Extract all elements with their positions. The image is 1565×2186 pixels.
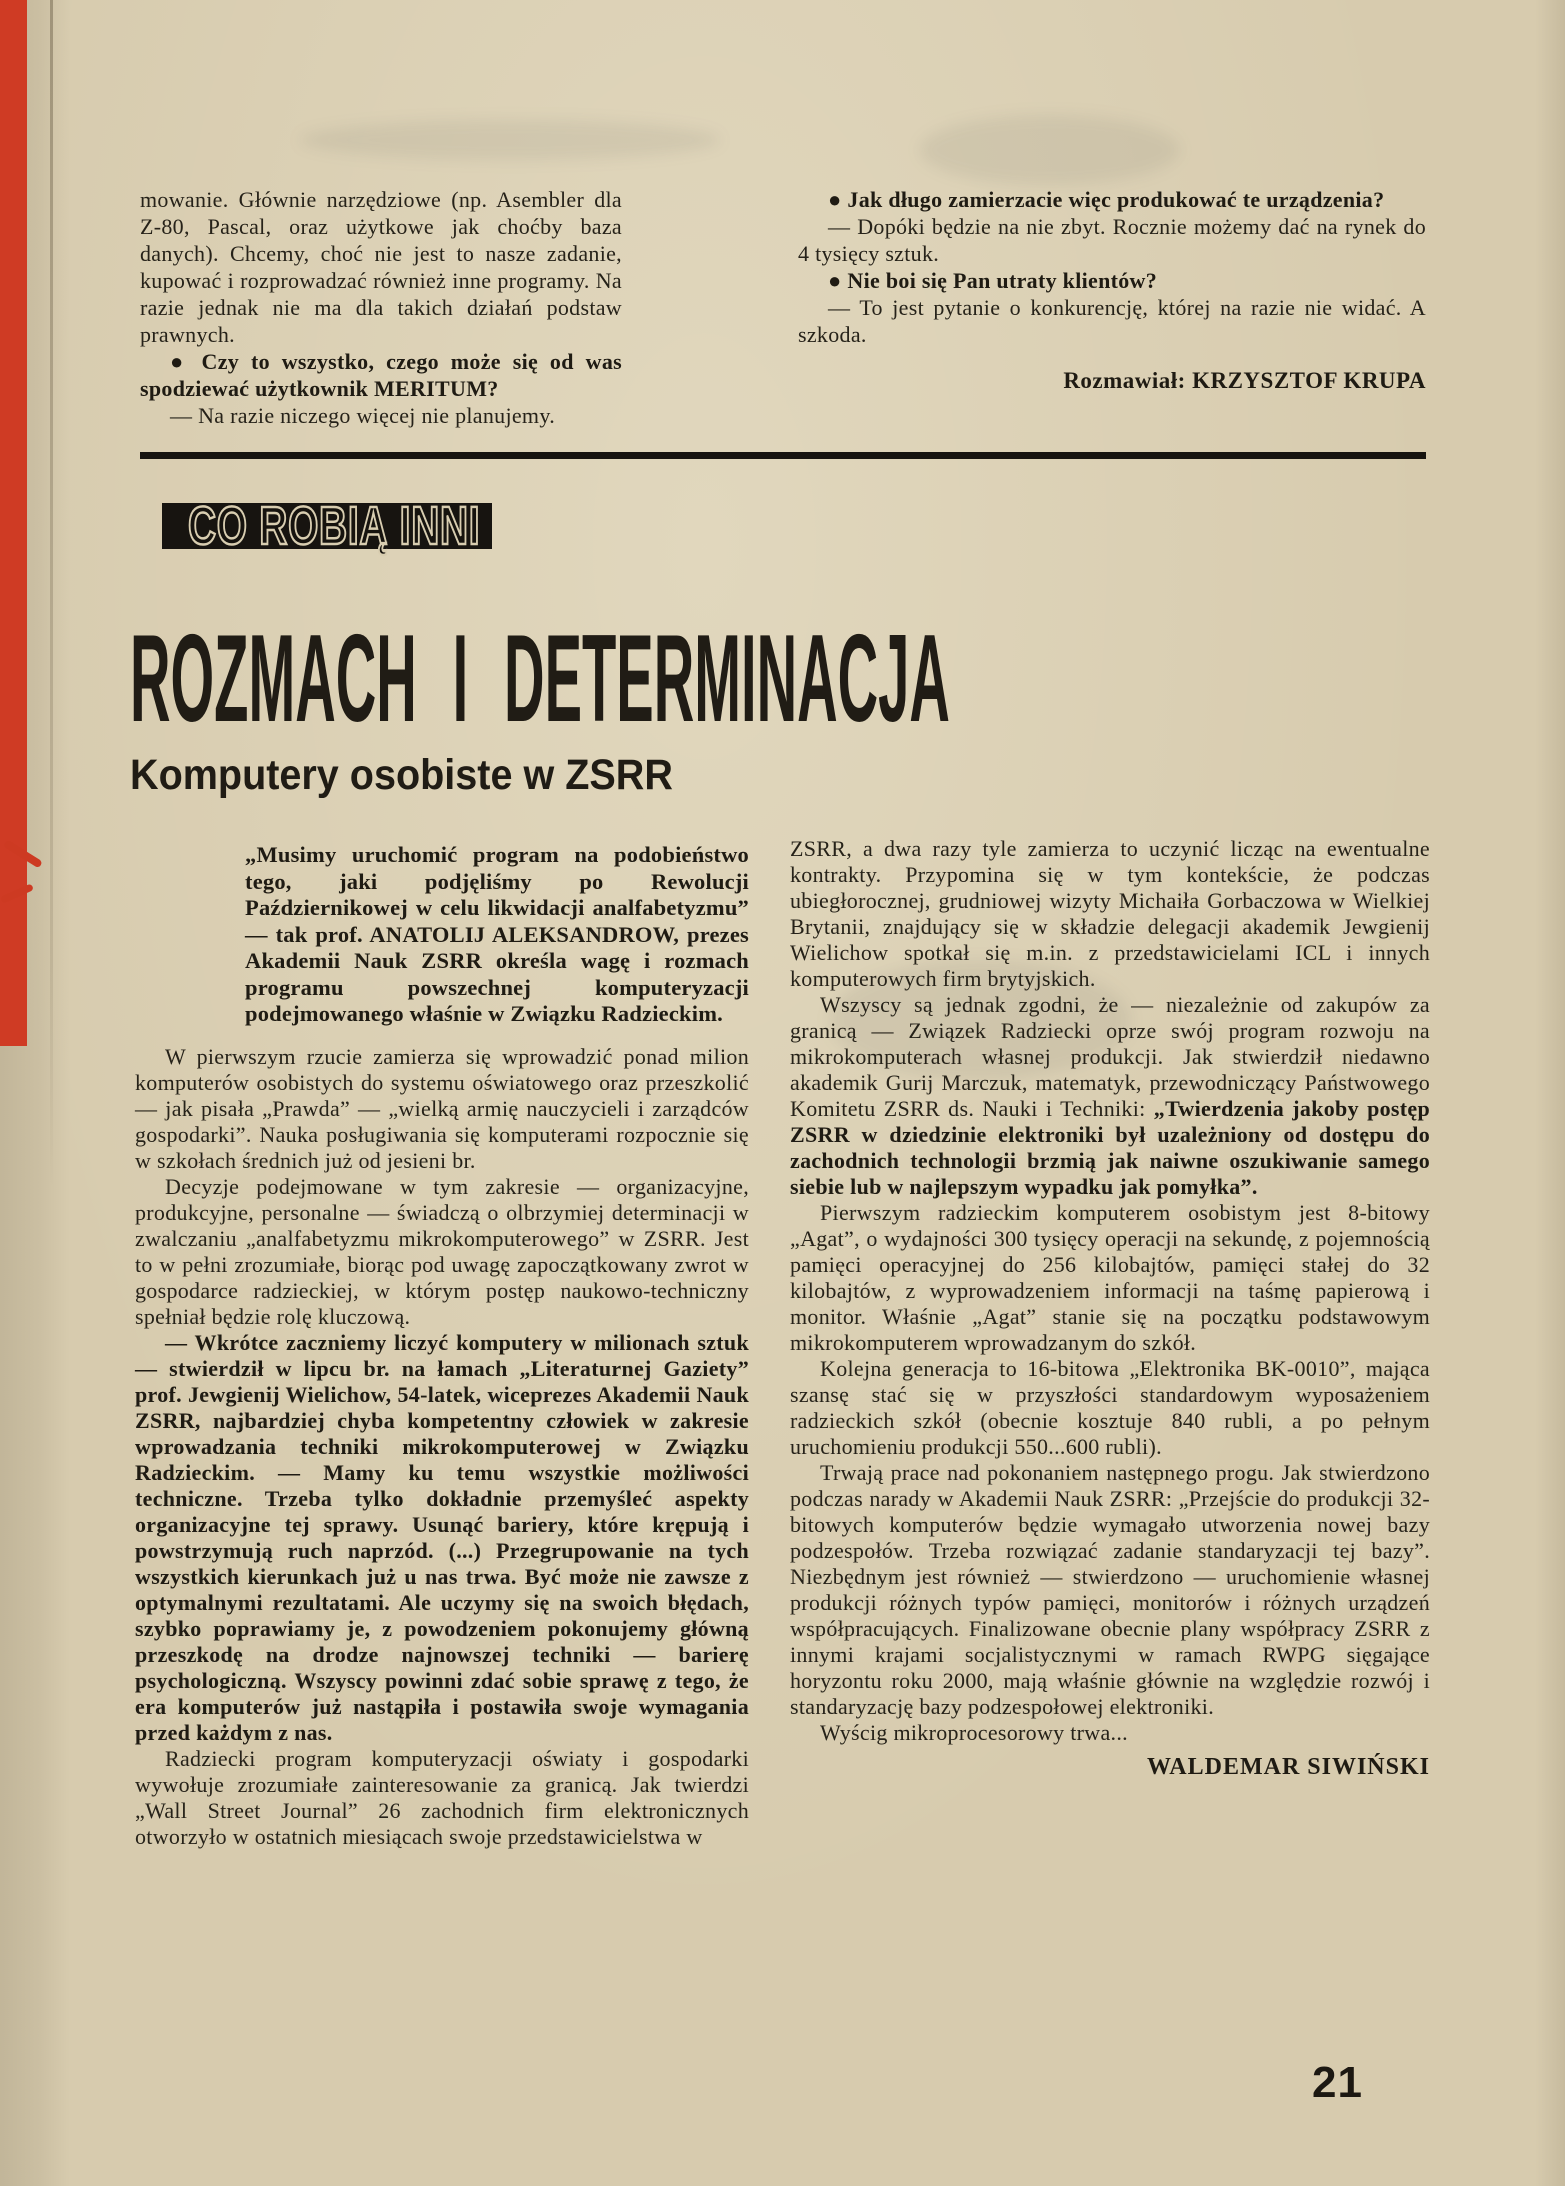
interview-right-column (798, 186, 1426, 429)
interview-question: ● Nie boi się Pan utraty klientów? (828, 268, 1158, 293)
interview-left-column (140, 186, 622, 429)
article-paragraph: W pierwszym rzucie zamierza się wprowadzić ponad milion komputerów osobistych do systemu oświatowego oraz przeszkolić — jak pisała „Prawda” — „wielką armię nauczycieli i zarządców gospodarki”. Nauka posługiwania się komputerami rozpocznie się w szkołach średnich już od jesieni br. (135, 1043, 749, 1173)
paragraph-quote-bold: „Twierdzenia jakoby postęp ZSRR w dziedzinie elektroniki był uzależniony od dostępu do zachodnich technologii brzmią jak naiwne oszukiwanie samego siebie lub w najlepszym wypadku jak pomyłka”. (790, 1096, 1431, 1199)
article-headline: ROZMACH I DETERMINACJA (130, 608, 950, 748)
page-number: 21 (1312, 2058, 1363, 2107)
article-paragraph: Kolejna generacja to 16-bitowa „Elektronika BK-0010”, mająca szansę stać się w przyszłości standardowym wyposażeniem radzieckich szkół (obecnie kosztuje 840 rubli, a po pełnym uruchomieniu produkcji 550...600 rubli). (790, 1356, 1430, 1459)
interview-paragraph: mowanie. Głównie narzędziowe (np. Asembler dla Z-80, Pascal, oraz użytkowe jak choćby baza danych). Chcemy, choć nie jest to nasze zadanie, kupować i rozprowadzać również inne programy. Na razie jednak nie ma dla takich działań podstaw prawnych. (140, 187, 622, 347)
page-fold-line (50, 0, 53, 1190)
interview-question: ● Czy to wszystko, czego może się od was spodziewać użytkownik MERITUM? (140, 349, 622, 401)
article-subtitle: Komputery osobiste w ZSRR (130, 751, 673, 799)
article-closing-line: Wyścig mikroprocesorowy trwa... (820, 1720, 1128, 1745)
article-paragraph: Trwają prace nad pokonaniem następnego progu. Jak stwierdzono podczas narady w Akademii Nauk ZSRR: „Przejście do produkcji 32-bitowych komputerów będzie wymagało utworzenia nowej bazy podzespołów. Trzeba rozwiązać zadanie standaryzacji tej bazy”. Niezbędnym jest również — stwierdzono — uruchomienie własnej produkcji różnych typów pamięci, monitorów i różnych urządzeń współpracujących. Finalizowane obecnie plany współpracy ZSRR z innymi krajami socjalistycznymi w ramach RWPG sięgające horyzontu roku 2000, mają właśnie głównie na względzie rozwój i standaryzację bazy podzespołowej elektroniki. (790, 1460, 1430, 1719)
article-paragraph (790, 992, 1430, 1200)
article-paragraph: Radziecki program komputeryzacji oświaty i gospodarki wywołuje zrozumiałe zainteresowanie za granicą. Jak twierdzi „Wall Street Journal” 26 zachodnich firm elektronicznych otworzyło w ostatnich miesiącach swoje przedstawicielstwa w (135, 1745, 749, 1849)
article-lead: „Musimy uruchomić program na podobieństwo tego, jaki podjęliśmy po Rewolucji Październikowej w celu likwidacji analfabetyzmu” — tak prof. ANATOLIJ ALEKSANDROW, prezes Akademii Nauk ZSRR określa wagę i rozmach programu powszechnej komputeryzacji podejmowanego właśnie w Związku Radzieckim. (245, 842, 749, 1026)
article-body (135, 836, 1430, 1850)
interview-section (140, 186, 1426, 429)
interview-answer: — Dopóki będzie na nie zbyt. Rocznie możemy dać na rynek do 4 tysięcy sztuk. (798, 214, 1426, 266)
section-divider-rule (140, 452, 1426, 459)
section-banner-label: CO ROBIĄ INNI (188, 496, 481, 556)
scan-smudge (920, 115, 1180, 185)
article-paragraph: ZSRR, a dwa razy tyle zamierza to uczynić licząc na ewentualne kontrakty. Przypomina się w tym kontekście, że podczas ubiegłorocznej, grudniowej wizyty Michaiła Gorbaczowa w Wielkiej Brytanii, znajdujący się w składzie delegacji akademik Jewgienij Wielichow spotkał się m.in. z przedstawicielami ICL i innych komputerowych firm brytyjskich. (790, 836, 1430, 991)
paragraph-text: Wszyscy są jednak zgodni, że — niezależnie od zakupów za granicą — Związek Radziecki oprze swój program rozwoju na mikrokomputerach własnej produkcji. Jak stwierdził niedawno akademik Gurij Marczuk, matematyk, przewodniczący Państwowego Komitetu ZSRR ds. Nauki i Techniki: (790, 992, 1430, 1121)
article-paragraph: Decyzje podejmowane w tym zakresie — organizacyjne, produkcyjne, personalne — świadczą o olbrzymiej determinacji w zwalczaniu „analfabetyzmu mikrokomputerowego” w ZSRR. Jest to w pełni zrozumiałe, biorąc pod uwagę zapoczątkowany zwrot w gospodarce radzieckiej, w którym postęp naukowo-techniczny spełniał będzie rolę kluczową. (135, 1173, 749, 1329)
interview-answer: — Na razie niczego więcej nie planujemy. (170, 403, 556, 428)
article-paragraph-quote: — Wkrótce zaczniemy liczyć komputery w milionach sztuk — stwierdził w lipcu br. na łamach „Literaturnej Gaziety” prof. Jewgienij Wielichow, 54-latek, wiceprezes Akademii Nauk ZSRR, najbardziej chyba kompetentny człowiek w zakresie wprowadzania techniki mikrokomputerowej w Związku Radzieckim. — Mamy ku temu wszystkie możliwości techniczne. Trzeba tylko dokładnie przemyśleć aspekty organizacyjne tej sprawy. Usunąć bariery, które krępują i powstrzymują ruch naprzód. (...) Przegrupowanie na tych wszystkich kierunkach już u nas trwa. Być może nie zawsze z optymalnymi rezultatami. Ale uczymy się na swoich błędach, szybko poprawiamy je, z powodzeniem pokonujemy główną przeszkodę na drodze najnowszej techniki — barierę psychologiczną. Wszyscy powinni zdać sobie sprawę z tego, że era komputerów już nastąpiła i postawiła swoje wymagania przed każdym z nas. (135, 1329, 749, 1745)
interview-byline: Rozmawiał: KRZYSZTOF KRUPA (1063, 368, 1426, 393)
scan-smudge (300, 120, 720, 160)
interview-answer: — To jest pytanie o konkurencję, której na razie nie widać. A szkoda. (798, 295, 1426, 347)
interview-question: ● Jak długo zamierzacie więc produkować te urządzenia? (828, 187, 1385, 212)
section-banner (162, 496, 492, 556)
article-left-column (135, 836, 749, 1850)
article-author: WALDEMAR SIWIŃSKI (1146, 1754, 1430, 1780)
article-right-column (790, 836, 1430, 1850)
article-paragraph: Pierwszym radzieckim komputerem osobistym jest 8-bitowy „Agat”, o wydajności 300 tysięcy operacji na sekundę, z pojemnością pamięci operacyjnej do 256 kilobajtów, pamięci stałej do 32 kilobajtów, z wyprowadzeniem informacji na taśmę papierową i monitor. Właśnie „Agat” stanie się na początku podstawowym mikrokomputerem wprowadzanym do szkół. (790, 1200, 1430, 1355)
